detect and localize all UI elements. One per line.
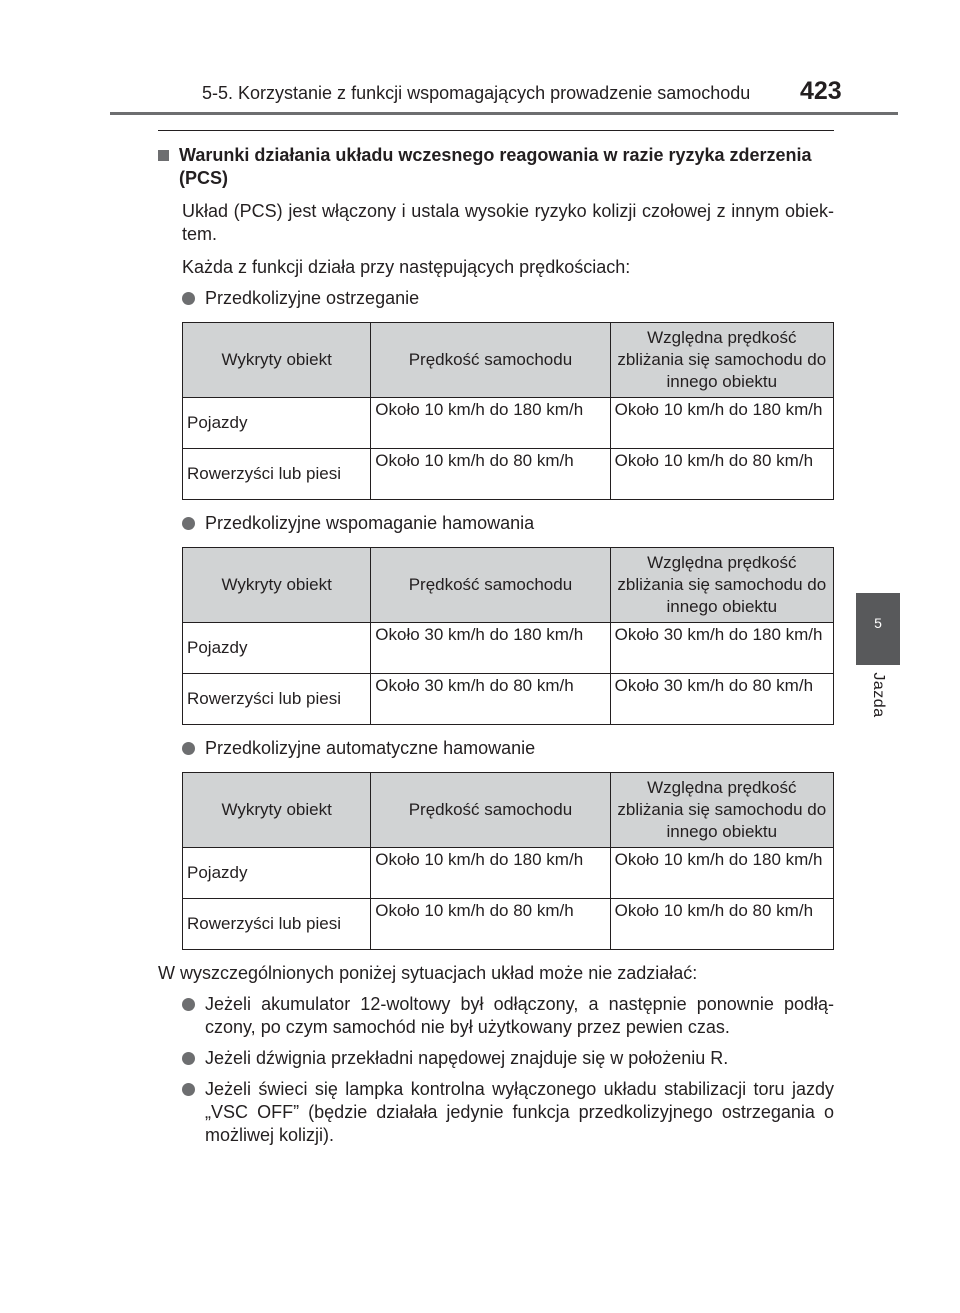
section-heading bbox=[158, 144, 834, 190]
table-header: Wykryty obiekt bbox=[183, 773, 371, 848]
table-header: Wykryty obiekt bbox=[183, 323, 371, 398]
speed-table-warning bbox=[182, 322, 834, 500]
table-row bbox=[183, 899, 834, 950]
table-cell: Około 10 km/h do 80 km/h bbox=[371, 449, 610, 500]
function-title: Przedkolizyjne ostrzeganie bbox=[182, 287, 834, 310]
table-cell: Około 10 km/h do 80 km/h bbox=[610, 899, 833, 950]
round-bullet-icon bbox=[182, 998, 195, 1011]
page-content bbox=[158, 144, 834, 1147]
table-cell: Około 30 km/h do 180 km/h bbox=[371, 623, 610, 674]
table-cell: Pojazdy bbox=[183, 398, 371, 449]
function-title: Przedkolizyjne automatyczne hamowanie bbox=[182, 737, 834, 760]
round-bullet-icon bbox=[182, 292, 195, 305]
list-item: Jeżeli świeci się lampka kontrolna wyłączonego układu stabilizacji toru jazdy „VSC OFF” (będzie działała jedynie funkcja przedkolizyjnego ostrzegania o możliwej kolizji). bbox=[182, 1078, 834, 1147]
table-row bbox=[183, 449, 834, 500]
square-bullet-icon bbox=[158, 150, 169, 161]
table-cell: Około 10 km/h do 80 km/h bbox=[610, 449, 833, 500]
paragraph: Układ (PCS) jest włączony i ustala wysokie ryzyko kolizji czołowej z innym obiek-tem. bbox=[182, 201, 834, 244]
header-title: 5-5. Korzystanie z funkcji wspomagających prowadzenie samochodu bbox=[202, 83, 751, 103]
table-cell: Rowerzyści lub piesi bbox=[183, 674, 371, 725]
table-cell: Około 10 km/h do 180 km/h bbox=[371, 848, 610, 899]
function-title: Przedkolizyjne wspomaganie hamowania bbox=[182, 512, 834, 535]
table-cell: Około 10 km/h do 180 km/h bbox=[610, 848, 833, 899]
table-header: Względna prędkość zbliżania się samochodu do innego obiektu bbox=[610, 548, 833, 623]
list-item: Jeżeli dźwignia przekładni napędowej znajduje się w położeniu R. bbox=[182, 1047, 834, 1070]
speed-table-auto-brake bbox=[182, 772, 834, 950]
table-cell: Pojazdy bbox=[183, 848, 371, 899]
speed-table-brake-assist bbox=[182, 547, 834, 725]
round-bullet-icon bbox=[182, 1052, 195, 1065]
table-header: Względna prędkość zbliżania się samochodu do innego obiektu bbox=[610, 323, 833, 398]
table-row bbox=[183, 848, 834, 899]
table-cell: Około 10 km/h do 180 km/h bbox=[371, 398, 610, 449]
round-bullet-icon bbox=[182, 517, 195, 530]
table-cell: Rowerzyści lub piesi bbox=[183, 449, 371, 500]
paragraph: Każda z funkcji działa przy następujących prędkościach: bbox=[182, 257, 631, 277]
section-heading-text: Warunki działania układu wczesnego reagowania w razie ryzyka zderzenia (PCS) bbox=[179, 145, 812, 188]
chapter-tab-label: Jazda bbox=[870, 672, 887, 718]
table-row bbox=[183, 674, 834, 725]
table-cell: Około 30 km/h do 80 km/h bbox=[610, 674, 833, 725]
round-bullet-icon bbox=[182, 1083, 195, 1096]
table-row bbox=[183, 623, 834, 674]
chapter-tab[interactable] bbox=[856, 593, 900, 665]
header-rule bbox=[110, 112, 898, 115]
round-bullet-icon bbox=[182, 742, 195, 755]
list-item: Jeżeli akumulator 12-woltowy był odłączony, a następnie ponownie podłą-czony, po czym samochód nie był użytkowany przez pewien czas. bbox=[182, 993, 834, 1039]
table-row bbox=[183, 398, 834, 449]
content-rule bbox=[158, 130, 834, 131]
table-cell: Około 30 km/h do 80 km/h bbox=[371, 674, 610, 725]
table-cell: Około 10 km/h do 80 km/h bbox=[371, 899, 610, 950]
table-header: Wykryty obiekt bbox=[183, 548, 371, 623]
table-header: Prędkość samochodu bbox=[371, 773, 610, 848]
page-header bbox=[0, 0, 960, 120]
table-header: Prędkość samochodu bbox=[371, 548, 610, 623]
table-cell: Rowerzyści lub piesi bbox=[183, 899, 371, 950]
page-number: 423 bbox=[800, 77, 842, 105]
chapter-tab-number: 5 bbox=[874, 615, 882, 631]
table-cell: Około 30 km/h do 180 km/h bbox=[610, 623, 833, 674]
table-cell: Pojazdy bbox=[183, 623, 371, 674]
table-header: Względna prędkość zbliżania się samochodu do innego obiektu bbox=[610, 773, 833, 848]
conditions-intro: W wyszczególnionych poniżej sytuacjach układ może nie zadziałać: bbox=[158, 963, 698, 983]
table-header: Prędkość samochodu bbox=[371, 323, 610, 398]
table-cell: Około 10 km/h do 180 km/h bbox=[610, 398, 833, 449]
